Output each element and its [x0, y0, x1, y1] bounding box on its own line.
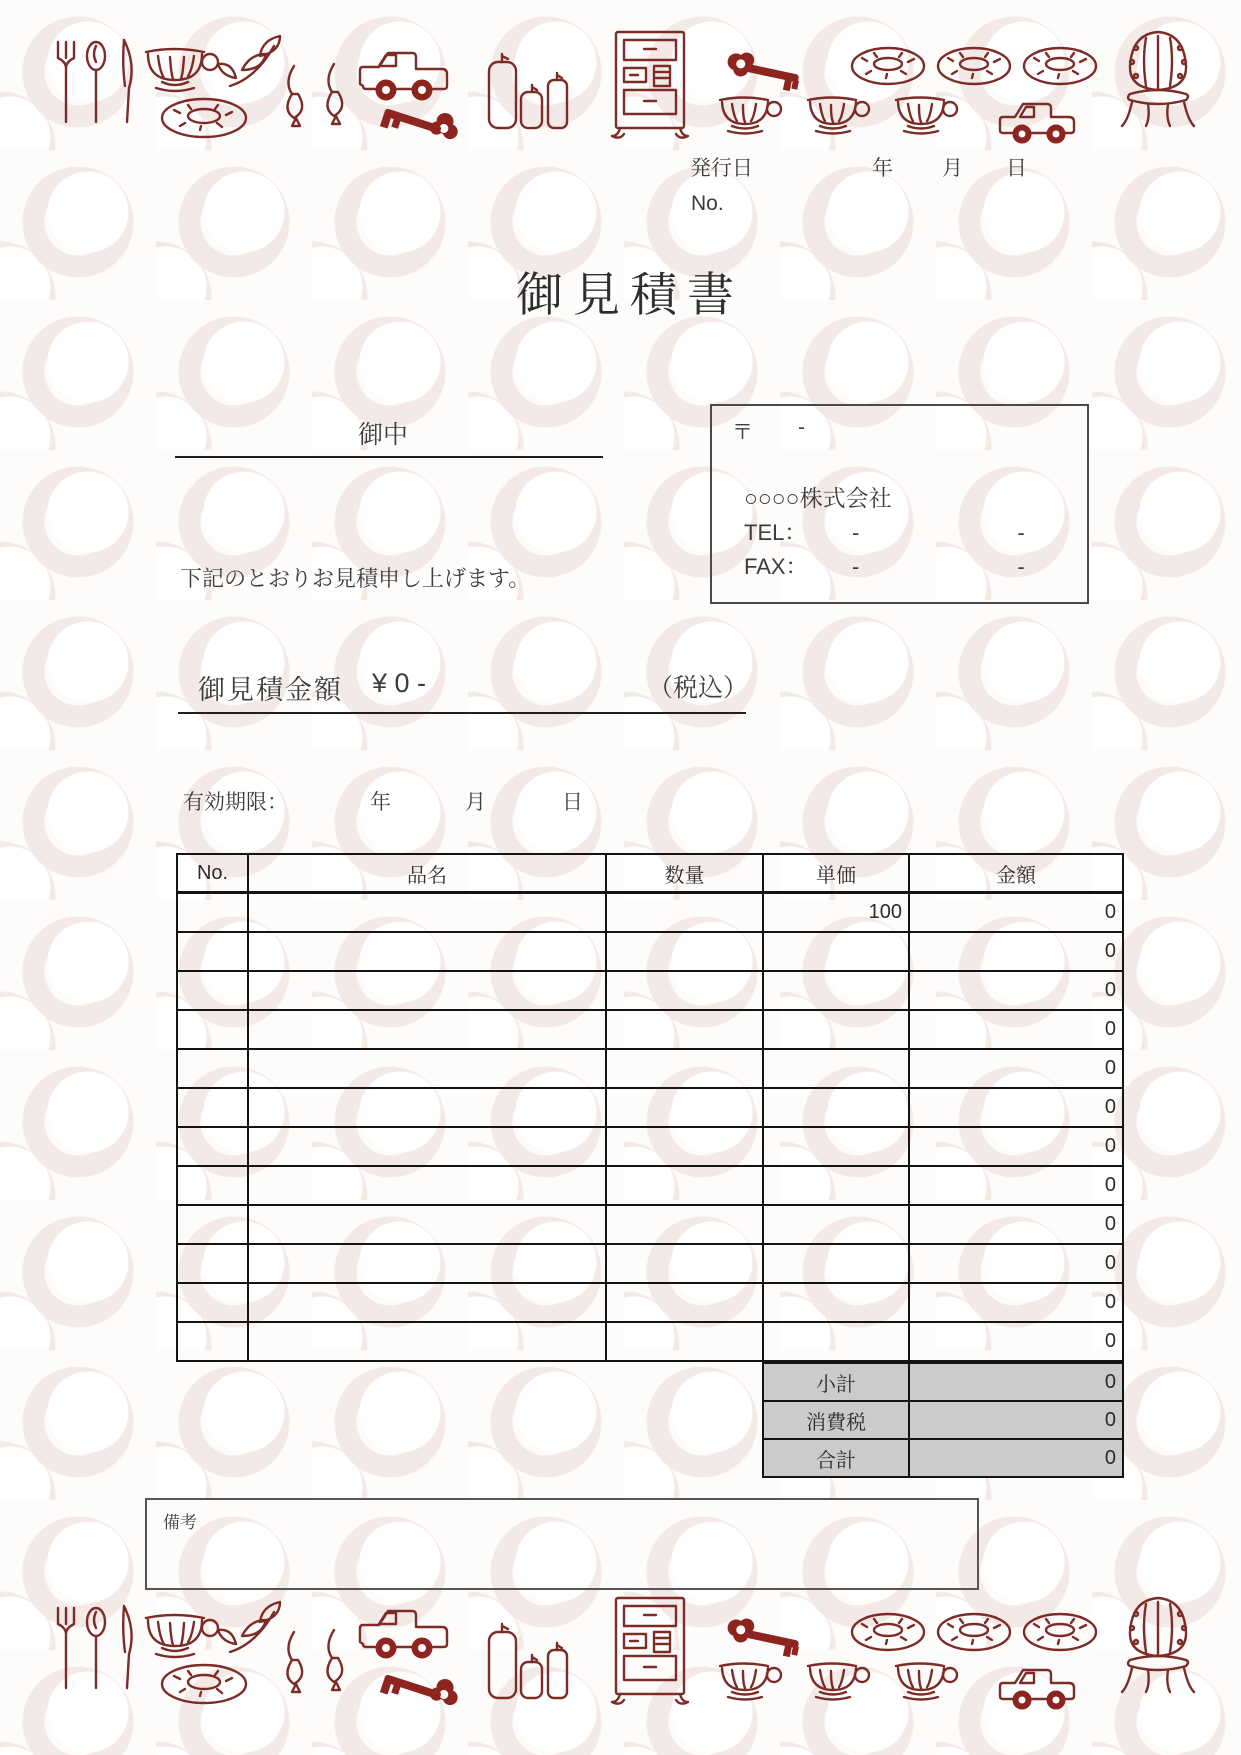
cell-no	[177, 932, 248, 971]
cell-item	[248, 1322, 606, 1361]
cell-unit-price	[763, 1166, 909, 1205]
cell-item	[248, 1049, 606, 1088]
col-header-unit-price: 単価	[763, 854, 909, 893]
cell-qty	[606, 1049, 763, 1088]
table-row	[177, 932, 1123, 971]
cell-qty	[606, 971, 763, 1010]
car-icon	[1000, 104, 1074, 143]
amount-tax-note: （税込）	[648, 674, 749, 702]
cell-amount: 0	[909, 971, 1123, 1010]
table-row	[177, 1049, 1123, 1088]
table-row	[177, 893, 1123, 933]
cell-qty	[606, 1244, 763, 1283]
tax-value: 0	[909, 1401, 1123, 1439]
table-row	[177, 1205, 1123, 1244]
decor-band-top	[40, 26, 1200, 160]
table-row	[177, 1283, 1123, 1322]
cell-unit-price	[763, 1010, 909, 1049]
amount-value: ¥ 0 -	[372, 668, 427, 698]
teacups-icon	[720, 1664, 957, 1700]
candles-icon	[489, 54, 567, 128]
cell-amount: 0	[909, 893, 1123, 933]
chair-icon	[1122, 32, 1194, 126]
cell-amount: 0	[909, 1127, 1123, 1166]
greeting-text: 下記のとおりお見積申し上げます。	[180, 566, 531, 591]
sender-info-box	[710, 404, 1089, 604]
chair-icon	[1122, 1598, 1194, 1692]
cell-item	[248, 1010, 606, 1049]
key-icon	[381, 95, 462, 149]
cell-item	[248, 1244, 606, 1283]
sender-tel-value: - -	[852, 520, 1063, 545]
key-icon	[381, 1661, 462, 1715]
table-row	[177, 1244, 1123, 1283]
cell-amount: 0	[909, 1049, 1123, 1088]
cell-unit-price	[763, 932, 909, 971]
plate-icon	[162, 1665, 246, 1703]
car-icon	[1000, 1670, 1074, 1709]
key-horizontal-icon	[725, 1615, 802, 1658]
plates-icon	[852, 48, 1096, 84]
cell-no	[177, 1244, 248, 1283]
postal-mark: 〒	[732, 421, 753, 444]
cell-unit-price: 100	[763, 893, 909, 933]
rosehip-flowers-icon	[287, 64, 342, 126]
teacup-icon	[146, 49, 218, 91]
cell-unit-price	[763, 1049, 909, 1088]
col-header-no: No.	[177, 854, 248, 893]
cell-qty	[606, 932, 763, 971]
page-title: 御見積書	[516, 268, 744, 321]
cell-amount: 0	[909, 1166, 1123, 1205]
remarks-label: 備考	[163, 1513, 197, 1532]
candles-icon	[489, 1624, 567, 1698]
table-row	[177, 1127, 1123, 1166]
table-row	[177, 1088, 1123, 1127]
cabinet-icon	[612, 1598, 688, 1704]
cell-amount: 0	[909, 1322, 1123, 1361]
validity-day-label: 日	[562, 791, 583, 814]
cell-no	[177, 1166, 248, 1205]
validity-year-label: 年	[370, 791, 391, 814]
teacup-icon	[146, 1615, 218, 1657]
cell-amount: 0	[909, 1205, 1123, 1244]
col-header-item: 品名	[248, 854, 606, 893]
rosehip-flowers-icon	[287, 1630, 342, 1692]
summary-row-subtotal	[763, 1363, 1123, 1401]
cell-item	[248, 971, 606, 1010]
recipient-underline	[175, 456, 603, 458]
cell-qty	[606, 1166, 763, 1205]
sender-fax-label: FAX：	[744, 554, 808, 579]
cell-no	[177, 971, 248, 1010]
sender-tel-label: TEL：	[744, 520, 807, 545]
tax-label: 消費税	[763, 1401, 909, 1439]
amount-underline	[178, 712, 746, 714]
table-row	[177, 1322, 1123, 1361]
cell-item	[248, 1166, 606, 1205]
cell-no	[177, 1322, 248, 1361]
document-number-label: No.	[691, 192, 724, 215]
cell-item	[248, 932, 606, 971]
cell-unit-price	[763, 1088, 909, 1127]
cell-unit-price	[763, 1244, 909, 1283]
leaf-sprig-icon	[218, 1602, 280, 1652]
cell-unit-price	[763, 1283, 909, 1322]
cell-qty	[606, 1010, 763, 1049]
validity-label: 有効期限：	[183, 791, 288, 814]
cell-no	[177, 1283, 248, 1322]
sender-fax-value: - -	[852, 554, 1063, 579]
table-row	[177, 971, 1123, 1010]
cell-item	[248, 1088, 606, 1127]
truck-icon	[360, 1611, 447, 1658]
teacups-icon	[720, 98, 957, 134]
cell-amount: 0	[909, 1283, 1123, 1322]
cell-amount: 0	[909, 932, 1123, 971]
cell-qty	[606, 1088, 763, 1127]
issue-year-label: 年	[872, 157, 893, 180]
issue-date-label: 発行日	[690, 157, 753, 180]
issue-day-label: 日	[1006, 157, 1027, 180]
cell-item	[248, 893, 606, 933]
plate-icon	[162, 99, 246, 137]
validity-month-label: 月	[465, 791, 486, 814]
col-header-qty: 数量	[606, 854, 763, 893]
cell-unit-price	[763, 1205, 909, 1244]
cell-no	[177, 1088, 248, 1127]
summary-row-total	[763, 1439, 1123, 1477]
subtotal-value: 0	[909, 1363, 1123, 1401]
leaf-sprig-icon	[218, 36, 280, 86]
total-label: 合計	[763, 1439, 909, 1477]
cell-item	[248, 1283, 606, 1322]
cell-qty	[606, 1205, 763, 1244]
cell-item	[248, 1127, 606, 1166]
col-header-amount: 金額	[909, 854, 1123, 893]
amount-label: 御見積金額	[198, 675, 343, 705]
remarks-box	[145, 1498, 979, 1590]
cell-no	[177, 1049, 248, 1088]
decor-band-bottom	[40, 1592, 1200, 1726]
items-table	[176, 853, 1124, 1362]
total-value: 0	[909, 1439, 1123, 1477]
issue-month-label: 月	[942, 157, 963, 180]
recipient-honorific: 御中	[358, 421, 409, 449]
cell-no	[177, 1010, 248, 1049]
key-horizontal-icon	[725, 49, 802, 92]
cell-item	[248, 1205, 606, 1244]
cell-amount: 0	[909, 1088, 1123, 1127]
cell-no	[177, 893, 248, 933]
sender-company: ○○○○株式会社	[744, 485, 892, 511]
cutlery-icon	[58, 1606, 132, 1688]
table-row	[177, 1166, 1123, 1205]
cell-no	[177, 1127, 248, 1166]
subtotal-label: 小計	[763, 1363, 909, 1401]
cutlery-icon	[58, 40, 132, 122]
plates-icon	[852, 1614, 1096, 1650]
table-row	[177, 1010, 1123, 1049]
cell-qty	[606, 1127, 763, 1166]
summary-table	[762, 1362, 1124, 1478]
postal-value: -	[798, 416, 805, 439]
cabinet-icon	[612, 32, 688, 138]
items-header-row	[177, 854, 1123, 893]
summary-row-tax	[763, 1401, 1123, 1439]
cell-unit-price	[763, 1127, 909, 1166]
cell-unit-price	[763, 1322, 909, 1361]
cell-amount: 0	[909, 1244, 1123, 1283]
cell-unit-price	[763, 971, 909, 1010]
cell-qty	[606, 893, 763, 933]
cell-qty	[606, 1322, 763, 1361]
cell-qty	[606, 1283, 763, 1322]
cell-amount: 0	[909, 1010, 1123, 1049]
truck-icon	[360, 53, 447, 100]
cell-no	[177, 1205, 248, 1244]
